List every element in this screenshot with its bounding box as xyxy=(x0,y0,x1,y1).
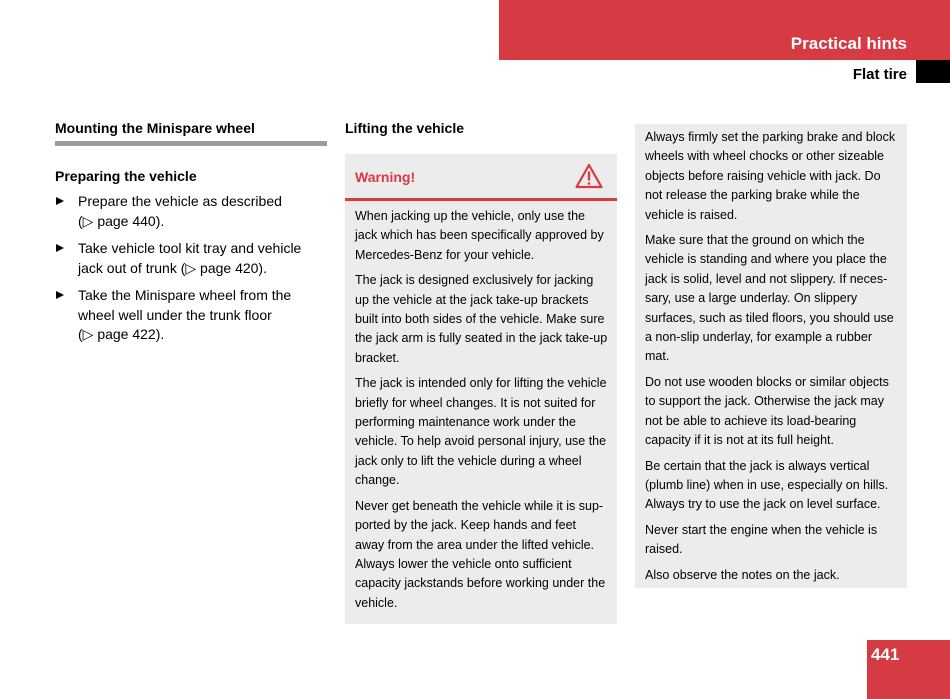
warning-box xyxy=(345,154,617,624)
warning-label: Warning! xyxy=(355,169,416,185)
step-item: Prepare the vehicle as described (▷ page 440). xyxy=(55,192,327,231)
lifting-title: Lifting the vehicle xyxy=(345,120,465,136)
warning-paragraph: Be certain that the jack is always vertical (plumb line) when in use, especially on hills. Always try to use the jack on level surface. xyxy=(645,458,889,512)
step-item: Take the Minispare wheel from the wheel well under the trunk floor (▷ page 422). xyxy=(55,286,327,345)
header-marker-block xyxy=(916,60,950,83)
warning-header xyxy=(345,154,617,201)
warning-paragraph: Also observe the notes on the jack. xyxy=(645,567,840,582)
warning-paragraph: Never get beneath the vehicle while it is supported by the jack. Keep hands and feet away from the area under the lifted vehicle. Always lower the vehicle onto sufficient capacity jackstands before working under the vehicle. xyxy=(355,498,606,610)
middle-column xyxy=(345,120,617,624)
chapter-title: Practical hints xyxy=(790,34,907,53)
warning-paragraph: When jacking up the vehicle, only use the jack which has been specifically approved by Mercedes-Benz for your vehicle. xyxy=(355,209,604,262)
right-warning-box xyxy=(635,124,907,588)
subsection-title: Preparing the vehicle xyxy=(55,168,197,184)
warning-paragraph: Always firmly set the parking brake and block wheels with wheel chocks or other sizeable objects before raising vehicle with jack. Do not release the parking brake while the vehicle is raised. xyxy=(645,130,896,222)
section-title: Mounting the Minispare wheel xyxy=(55,120,327,146)
step-item: Take vehicle tool kit tray and vehicle jack out of trunk (▷ page 420). xyxy=(55,239,327,278)
page-number-tab xyxy=(867,640,950,699)
section-subtitle: Flat tire xyxy=(852,66,907,83)
warning-body xyxy=(345,201,617,613)
warning-paragraph: The jack is intended only for lifting the vehicle briefly for wheel changes. It is not suited for performing maintenance work under the vehicle. To help avoid personal injury, use the jack only to lift the vehicle during a wheel change. xyxy=(355,376,607,488)
step-list xyxy=(55,192,327,345)
warning-triangle-icon xyxy=(575,163,603,189)
warning-paragraph: Do not use wooden blocks or similar objects to support the jack. Otherwise the jack may not be able to achieve its load-bearing capacity if it is not at its full height. xyxy=(645,374,889,448)
warning-paragraph: The jack is designed exclusively for jacking up the vehicle at the jack take-up brackets built into both sides of the vehicle. Make sure the jack arm is fully seated in the jack take-up bracket. xyxy=(355,273,608,365)
page-number: 441 xyxy=(871,645,900,664)
warning-paragraph: Never start the engine when the vehicle is raised. xyxy=(645,522,878,557)
left-column xyxy=(55,120,327,353)
warning-paragraph: Make sure that the ground on which the vehicle is standing and where you place the jack is solid, level and not slippery. If necessary, use a large underlay. On slippery surfaces, such as tiled floors, you should use a non-slip underlay, for example a rubber mat. xyxy=(645,233,894,364)
